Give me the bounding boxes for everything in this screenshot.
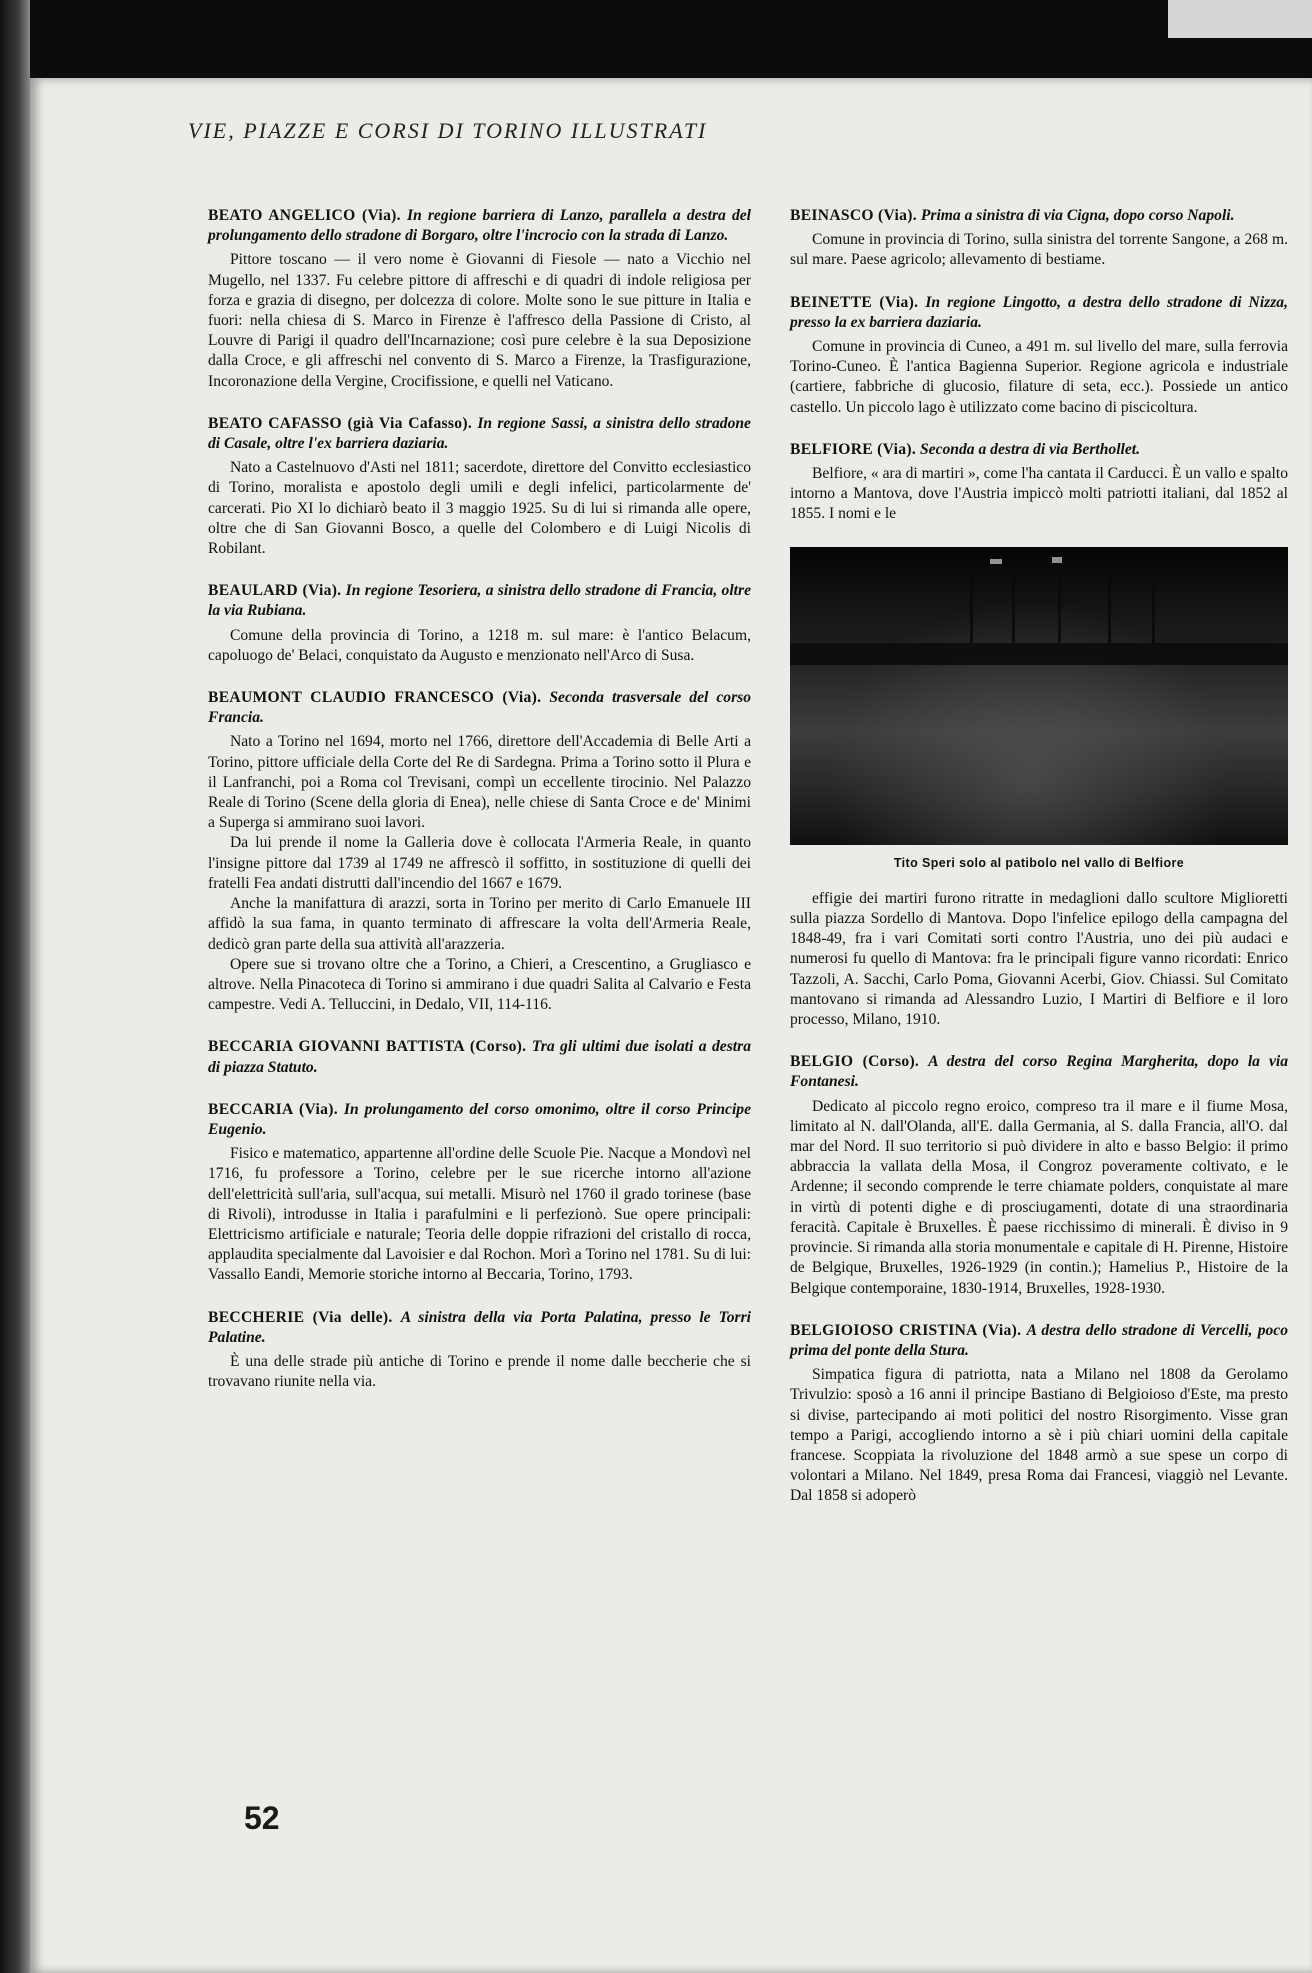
entry-heading bbox=[208, 688, 751, 728]
photo-caption: Tito Speri solo al patibolo nel vallo di Belfiore bbox=[893, 855, 1185, 870]
street-entry bbox=[790, 889, 1288, 1030]
entry-body bbox=[790, 1097, 1288, 1299]
entry-title: BEATO ANGELICO (Via). bbox=[208, 207, 401, 224]
entry-body bbox=[790, 889, 1288, 1030]
entry-body bbox=[790, 464, 1288, 525]
entry-title: BECCARIA GIOVANNI BATTISTA (Corso). bbox=[208, 1038, 527, 1056]
entry-heading bbox=[790, 1052, 1288, 1092]
photo-post bbox=[1152, 581, 1155, 651]
photo-post bbox=[1058, 579, 1061, 653]
entry-title: BEAULARD (Via). bbox=[208, 582, 342, 600]
photo-highlight bbox=[1052, 557, 1062, 563]
photo-crowd bbox=[790, 643, 1288, 665]
entry-body bbox=[208, 1352, 751, 1392]
photo-highlight bbox=[990, 559, 1002, 564]
entry-heading bbox=[790, 440, 1288, 460]
right-column-bottom bbox=[790, 889, 1288, 1507]
street-entry bbox=[208, 1308, 751, 1393]
entry-paragraph: Belfiore, « ara di martiri », come l'ha cantata il Carducci. È un vallo e spalto intorno a Mantova, dove l'Austria impiccò molti patriotti italiani, dal 1852 al 1855. I nomi e le bbox=[790, 465, 1288, 523]
street-entry bbox=[208, 1100, 751, 1286]
entry-heading bbox=[208, 1308, 751, 1348]
street-entry bbox=[208, 414, 751, 559]
entry-paragraph: Anche la manifattura di arazzi, sorta in Torino per merito di Carlo Emanuele III affidò la sua fama, in quanto terminato di affrescare la volta dell'Armeria Reale, dedicò gran parte della sua attività all'arazzeria. bbox=[208, 895, 751, 953]
entry-title: BEAUMONT CLAUDIO FRANCESCO (Via). bbox=[208, 689, 542, 707]
entry-heading bbox=[208, 1037, 751, 1077]
entry-paragraph: Comune della provincia di Torino, a 1218 m. sul mare: è l'antico Belacum, capoluogo de' Belaci, conquistato da Augusto e menzionato nell'Arco di Susa. bbox=[208, 626, 751, 664]
entry-heading bbox=[208, 581, 751, 621]
entry-heading bbox=[790, 206, 1288, 226]
street-entry bbox=[208, 688, 751, 1015]
entry-body bbox=[208, 458, 751, 559]
running-head: VIE, PIAZZE E CORSI DI TORINO ILLUSTRATI bbox=[188, 118, 708, 143]
photo-post bbox=[1012, 573, 1015, 653]
entry-title: BECCARIA (Via). bbox=[208, 1100, 338, 1118]
page-number: 52 bbox=[244, 1800, 280, 1836]
entry-location: In regione Tesoriera, a sinistra dello stradone di Francia, oltre la via Rubiana. bbox=[208, 582, 751, 620]
entry-body bbox=[208, 1144, 751, 1285]
street-entry bbox=[208, 581, 751, 666]
entry-paragraph: Comune in provincia di Cuneo, a 491 m. sul livello del mare, sulla ferrovia Torino-Cuneo. È l'antica Bagienna Superior. Regione agricola e industriale (cartiere, fabbriche di glucosio, filature di seta, ecc.). Possiede un antico castello. Un piccolo lago è utilizzato come bacino di piscicoltura. bbox=[790, 338, 1288, 416]
entry-title: BELGIO (Corso). bbox=[790, 1053, 920, 1071]
street-entry bbox=[790, 1321, 1288, 1507]
entry-paragraph: Opere sue si trovano oltre che a Torino, a Chieri, a Crescentino, a Grugliasco e altrove. Nella Pinacoteca di Torino si ammirano i due quadri Salita al Calvario e Festa campestre. Vedi A. Telluccini, in Dedalo, VII, 114-116. bbox=[208, 955, 751, 1014]
entry-body bbox=[208, 732, 751, 1015]
entry-title: BELGIOIOSO CRISTINA (Via). bbox=[790, 1321, 1022, 1339]
scan-top-border bbox=[0, 0, 1312, 78]
entry-paragraph: Da lui prende il nome la Galleria dove è collocata l'Armeria Reale, in quanto l'insigne pittore dal 1739 al 1749 ne affrescò il soffitto, in sostituzione di quelli dei fratelli Fea andati distrutti dall'incendio del 1667 e 1679. bbox=[208, 834, 751, 892]
scan-top-border-notch bbox=[1168, 0, 1312, 38]
entry-heading bbox=[208, 1100, 751, 1140]
entry-title: BELFIORE (Via). bbox=[790, 440, 917, 458]
entry-title: BECCHERIE (Via delle). bbox=[208, 1308, 393, 1326]
entry-body bbox=[790, 230, 1288, 270]
entry-title: BEINASCO (Via). bbox=[790, 207, 917, 224]
entry-heading bbox=[790, 293, 1288, 333]
entry-location: Seconda a destra di via Berthollet. bbox=[920, 440, 1141, 458]
street-entry bbox=[790, 440, 1288, 525]
entry-location: In regione Lingotto, a destra dello stradone di Nizza, presso la ex barriera daziaria. bbox=[790, 293, 1288, 331]
street-entry bbox=[790, 206, 1288, 271]
photo-silhouettes bbox=[790, 547, 1288, 845]
right-column-top bbox=[790, 206, 1288, 525]
entry-paragraph: Simpatica figura di patriotta, nata a Milano nel 1808 da Gerolamo Trivulzio: sposò a 16 anni il principe Bastiano di Belgioioso d'Este, ma presto si divise, partecipando ai moti politici del nostro Risorgimento. Visse gran tempo a Parigi, accogliendo intorno a sè i più chiari uomini della capitale francese. Scoppiata la rivoluzione del 1848 armò a sue spese un corpo di volontari a Milano. Nel 1849, presa Roma dai Francesi, viaggiò nel Levante. Dal 1858 si adoperò bbox=[790, 1366, 1288, 1505]
entry-title: BEATO CAFASSO (già Via Cafasso). bbox=[208, 414, 473, 432]
entry-body bbox=[790, 337, 1288, 418]
right-column bbox=[790, 206, 1288, 1529]
entry-location: In prolungamento del corso omonimo, oltre il corso Principe Eugenio. bbox=[208, 1100, 752, 1138]
scan-left-border bbox=[0, 0, 30, 1973]
entry-paragraph: È una delle strade più antiche di Torino e prende il nome dalle beccherie che si trovavano riunite nella via. bbox=[208, 1352, 751, 1391]
entry-paragraph: effigie dei martiri furono ritratte in medaglioni dallo scultore Miglioretti sulla piazza Sordello di Mantova. Dopo l'infelice epilogo della campagna del 1848-49, fra i vari Comitati sorti contro l'Austria, uno dei più audaci e numerosi fu quello di Mantova: fra le principali figure vanno ricordati: Enrico Tazzoli, A. Sacchi, Carlo Poma, Giovanni Acerbi, Giov. Chiassi. Sul Comitato mantovano si rimanda ad Alessandro Luzio, I Martiri di Belfiore e il loro processo, Milano, 1910. bbox=[790, 889, 1288, 1029]
entry-heading bbox=[208, 414, 751, 454]
entry-heading bbox=[208, 206, 751, 246]
entry-paragraph: Nato a Torino nel 1694, morto nel 1766, direttore dell'Accademia di Belle Arti a Torino, pittore ufficiale della Corte del Re di Sardegna. Prima a Torino sotto il Plura e il Lanfranchi, poi a Roma col Trevisani, compì un eccellente tirocinio. Nel Palazzo Reale di Torino (Scene della gloria di Enea), nelle chiese di Santa Croce e de' Minimi a Superga si ammirano suoi lavori. bbox=[208, 733, 751, 832]
entry-paragraph: Fisico e matematico, appartenne all'ordine delle Scuole Pie. Nacque a Mondovì nel 1716, fu professore a Torino, celebre per le sue ricerche intorno all'azione dell'elettricità sull'aria, sull'acqua, sui metalli. Misurò nel 1760 il grado torinese (base di Rivoli), introdusse in Italia i parafulmini e li perfezionò. Sue opere principali: Elettricismo artificiale e naturale; Teoria delle doppie rifrazioni del cristallo di rocca, applaudita specialmente dal Lavoisier e dal Rochon. Morì a Torino nel 1781. Su di lui: Vassallo Eandi, Memorie storiche intorno al Beccaria, Torino, 1793. bbox=[208, 1145, 751, 1284]
entry-body bbox=[790, 1365, 1288, 1506]
entry-location: Tra gli ultimi due isolati a destra di piazza Statuto. bbox=[208, 1038, 751, 1076]
entry-location: Prima a sinistra di via Cigna, dopo corso Napoli. bbox=[920, 207, 1235, 224]
left-column bbox=[208, 206, 751, 1414]
entry-title: BEINETTE (Via). bbox=[790, 293, 919, 311]
street-entry bbox=[208, 1037, 751, 1077]
photo-post bbox=[1108, 575, 1111, 653]
street-entry bbox=[208, 206, 751, 392]
entry-location: In regione barriera di Lanzo, parallela a destra del prolungamento dello stradone di Borgaro, oltre l'incrocio con la strada di Lanzo. bbox=[208, 207, 752, 245]
entry-location: A sinistra della via Porta Palatina, presso le Torri Palatine. bbox=[208, 1308, 752, 1346]
street-entry bbox=[790, 293, 1288, 418]
entry-location: A destra dello stradone di Vercelli, poco prima del ponte della Stura. bbox=[790, 1321, 1289, 1359]
entry-paragraph: Comune in provincia di Torino, sulla sinistra del torrente Sangone, a 268 m. sul mare. Paese agricolo; allevamento di bestiame. bbox=[790, 231, 1288, 269]
entry-location: In regione Sassi, a sinistra dello stradone di Casale, oltre l'ex barriera daziaria. bbox=[208, 414, 751, 453]
entry-paragraph: Nato a Castelnuovo d'Asti nel 1811; sacerdote, direttore del Convitto ecclesiastico di Torino, moralista e apostolo degli umili e degli infelici, particolarmente de' carcerati. Pio XI lo dichiarò beato il 3 maggio 1925. Su di lui si rimanda alle opere, oltre che di San Giovanni Bosco, a quelle del Colombero e di Luigi Nicolis di Robilant. bbox=[208, 459, 751, 558]
entry-paragraph: Pittore toscano — il vero nome è Giovanni di Fiesole — nato a Vicchio nel Mugello, nel 1337. Fu celebre pittore di affreschi e di quadri di indole religiosa per forza e grazia di disegno, per dolcezza di colore. Molte sono le sue pitture in Italia e fuori: nella chiesa di S. Marco in Firenze è l'affresco della Passione di Cristo, al Louvre di Parigi il quadro dell'Incarnazione; così pure celebre è la sua Deposizione dalla Croce, e gli affreschi nel convento di S. Marco a Firenze, la Trasfigurazione, Incoronazione della Vergine, Crocifissione, e quelli nel Vaticano. bbox=[208, 251, 751, 390]
entry-body bbox=[208, 250, 751, 391]
photo-post bbox=[970, 577, 973, 647]
entry-location: A destra del corso Regina Margherita, dopo la via Fontanesi. bbox=[790, 1053, 1288, 1091]
entry-paragraph: Dedicato al piccolo regno eroico, compreso tra il mare e il fiume Mosa, limitato al N. dall'Olanda, all'E. dalla Germania, al S. dalla Francia, all'O. dal mar del Nord. Il suo territorio si può dividere in alto e basso Belgio: il primo abbraccia la vallata della Mosa, il Congroz poveramente coltivato, e le Ardenne; il secondo comprende le terre chiamate polders, conquistate al mare in virtù di potenti dighe e di prosciugamenti, dotate di una straordinaria feracità. Capitale è Bruxelles. È paese ricchissimo di minerali. È diviso in 9 provincie. Si rimanda alla storia monumentale e capitale di H. Pirenne, Histoire de Belgique, Bruxelles, 1926-1929 (in contin.); Hamelius P., Histoire de la Belgique contemporaine, 1830-1914, Bruxelles, 1928-1930. bbox=[790, 1097, 1288, 1297]
entry-location: Seconda trasversale del corso Francia. bbox=[208, 689, 751, 727]
photo-tito-speri bbox=[790, 547, 1288, 845]
street-entry bbox=[790, 1052, 1288, 1298]
entry-body bbox=[208, 626, 751, 666]
entry-heading bbox=[790, 1321, 1288, 1361]
